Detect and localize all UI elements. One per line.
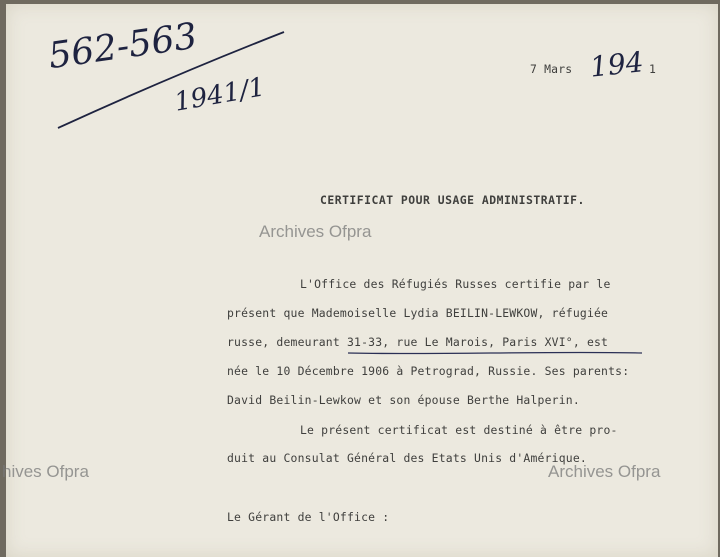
- document-page: [2, 4, 718, 557]
- document-title: CERTIFICAT POUR USAGE ADMINISTRATIF.: [320, 193, 585, 207]
- body-line-2: présent que Mademoiselle Lydia BEILIN-LEWKOW, réfugiée: [227, 306, 609, 320]
- date-printed: 7 Mars: [530, 62, 573, 76]
- body-line-5: David Beilin-Lewkow et son épouse Berthe Halperin.: [227, 393, 580, 407]
- watermark-center: Archives Ofpra: [259, 222, 372, 241]
- signature-label: Le Gérant de l'Office :: [227, 510, 390, 524]
- address-underline: [346, 350, 646, 356]
- body-line-1: L'Office des Réfugiés Russes certifie par le: [300, 277, 611, 291]
- body-line-6: Le présent certificat est destiné à être pro-: [300, 423, 618, 437]
- watermark-right: Archives Ofpra: [548, 462, 661, 481]
- body-line-4: née le 10 Décembre 1906 à Petrograd, Russie. Ses parents:: [227, 364, 630, 378]
- body-line-7: duit au Consulat Général des Etats Unis d'Amérique.: [227, 451, 587, 465]
- watermark-left: hives Ofpra: [2, 462, 89, 481]
- handwritten-file-number: 562-563: [45, 15, 200, 78]
- date-year-end: 1: [649, 62, 657, 76]
- date-handwritten-year: 194: [588, 45, 646, 84]
- body-line-3: russe, demeurant 31-33, rue Le Marois, Paris XVI°, est: [227, 335, 609, 349]
- handwritten-initials: 1941/1: [172, 72, 268, 118]
